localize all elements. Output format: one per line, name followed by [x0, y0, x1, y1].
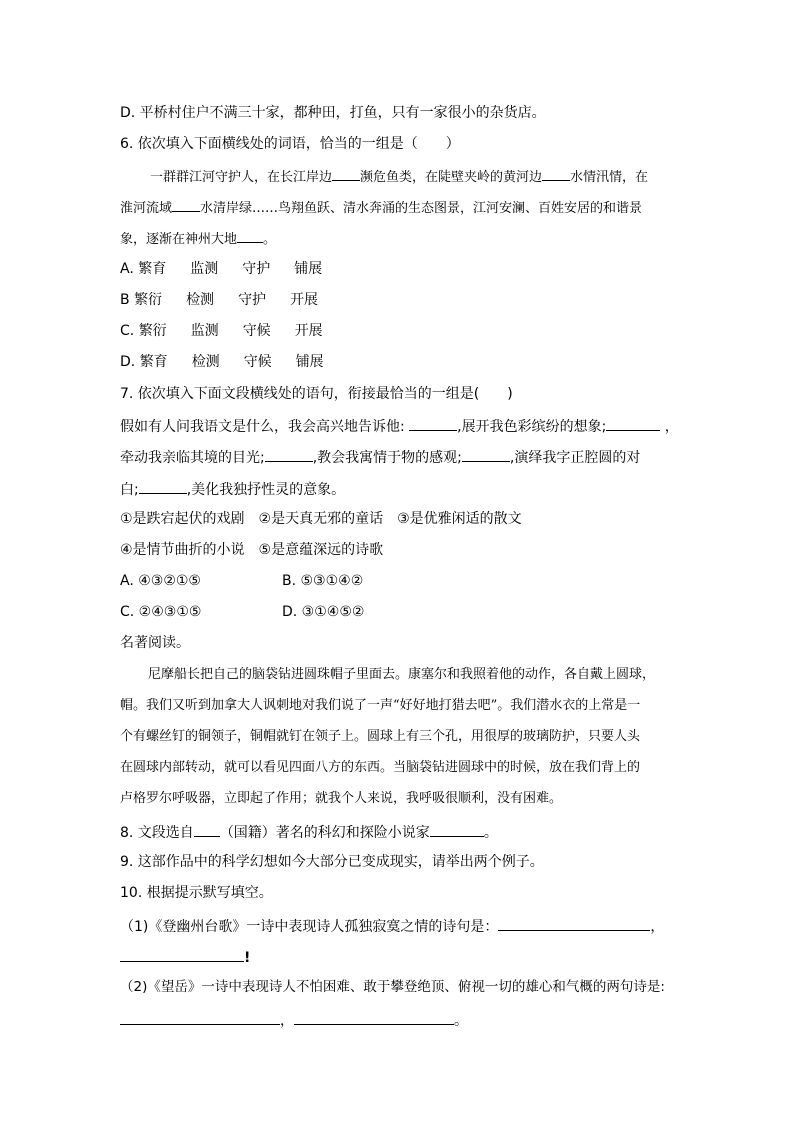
q6-passage-line-3 — [120, 228, 276, 249]
blank — [542, 166, 570, 181]
option-word: 守护 — [238, 292, 267, 308]
blank — [332, 166, 360, 181]
q7-passage-text: 假如有人问我语文是什么，我会高兴地告诉他: — [120, 419, 410, 435]
option-word: 守候 — [242, 323, 271, 339]
blank — [172, 197, 200, 212]
q6-passage-text: 。 — [263, 232, 277, 247]
reading-passage-line: 尼摩船长把自己的脑袋钻进圆珠帽子里面去。康塞尔和我照着他的动作，各自戴上圆球， — [148, 667, 656, 682]
q6-stem: 6. 依次填入下面横线处的词语，恰当的一组是（ ） — [120, 136, 460, 152]
q7-items-1: ①是跌宕起伏的戏剧 ②是天真无邪的童话 ③是优雅闲适的散文 — [120, 511, 522, 527]
blank — [194, 822, 220, 837]
q6-passage-line-2 — [120, 197, 642, 218]
q10-sub-2-line-2 — [120, 1010, 468, 1030]
q7-passage-text: ,教会我寓情于物的感观; — [312, 450, 462, 466]
q10-sub-1-text: ! — [244, 950, 251, 966]
option-word: 监测 — [190, 323, 219, 339]
reading-passage-line: 个有螺丝钉的铜领子，铜帽就钉在领子上。圆球上有三个孔，用很厚的玻璃防护，只要人头 — [120, 729, 641, 744]
option-word: 繁育 — [138, 261, 167, 277]
q7-option-d: D. ③①④⑤② — [282, 604, 365, 620]
option-label: C. — [120, 323, 135, 339]
q7-passage-text: ,美化我独抒性灵的意象。 — [186, 482, 346, 498]
option-word: 开展 — [294, 323, 323, 339]
option-label: A. — [120, 261, 134, 277]
blank — [237, 228, 263, 243]
q9-stem: 9. 这部作品中的科学幻想如今大部分已变成现实，请举出两个例子。 — [120, 854, 544, 870]
q6-option-b — [120, 291, 318, 309]
blank — [409, 416, 457, 431]
blank — [294, 1010, 454, 1025]
blank — [498, 916, 650, 931]
q8-text: （国籍）著名的科幻和探险小说家 — [219, 825, 430, 841]
option-word: 繁衍 — [134, 292, 163, 308]
option-word: 铺展 — [294, 261, 323, 277]
q10-stem: 10. 根据提示默写填空。 — [120, 885, 273, 901]
q7-passage-line-2 — [120, 447, 640, 467]
reading-passage-line: 在圆球内部转动，就可以看见四面八方的东西。当脑袋钻进圆球中的时候，放在我们背上的 — [120, 760, 641, 775]
blank — [120, 947, 244, 962]
option-word: 铺展 — [295, 354, 324, 370]
reading-passage-line: 卢格罗尔呼吸器，立即起了作用；就我个人来说，我呼吸很顺利，没有困难。 — [120, 791, 563, 806]
option-label: D. — [120, 354, 136, 370]
q10-sub-2-line-1: （2)《望岳》一诗中表现诗人不怕困难、敢于攀登绝顶、俯视一切的雄心和气概的两句诗是: — [120, 979, 665, 995]
q10-sub-1-line-2 — [120, 947, 250, 967]
q7-passage-line-3 — [120, 479, 345, 499]
blank — [462, 447, 510, 462]
q7-options-row-2 — [120, 603, 365, 621]
q10-sub-1-line-1 — [120, 916, 664, 936]
blank — [265, 447, 313, 462]
option-word: 检测 — [186, 292, 215, 308]
option-word: 开展 — [290, 292, 319, 308]
q8-line — [120, 822, 498, 842]
option-word: 检测 — [191, 354, 220, 370]
option-word: 守护 — [242, 261, 271, 277]
q6-option-d — [120, 353, 324, 371]
q10-sub-2-text: 。 — [454, 1013, 468, 1029]
q7-option-c: C. ②④③①⑤ — [120, 604, 202, 620]
option-word: 监测 — [190, 261, 219, 277]
q8-text: 8. 文段选自 — [120, 825, 194, 841]
q7-options-row-1 — [120, 572, 364, 590]
q7-passage-text: 牵动我亲临其境的目光; — [120, 450, 265, 466]
q6-option-c — [120, 322, 323, 340]
q6-passage-text: 濒危鱼类，在陡壁夹岭的黄河边 — [360, 170, 543, 185]
blank — [606, 416, 660, 431]
q10-sub-1-text: ， — [650, 919, 665, 935]
reading-passage-line: 帽。我们又听到加拿大人讽刺地对我们说了一声“好好地打猎去吧”。我们潜水衣的上常是一 — [120, 698, 641, 713]
q10-sub-2-text: ， — [280, 1013, 294, 1029]
reading-heading: 名著阅读。 — [120, 635, 190, 651]
q6-passage-text: 象，逐渐在神州大地 — [120, 232, 238, 247]
q6-passage-text: 水清岸绿……鸟翔鱼跃、清水奔涌的生态图景，江河安澜、百姓安居的和谐景 — [200, 201, 643, 216]
q6-passage-text: 一群群江河守护人，在长江岸边 — [150, 170, 333, 185]
q7-passage-line-1 — [120, 416, 679, 436]
q6-passage-text: 水情汛情，在 — [570, 170, 649, 185]
q8-text: 。 — [483, 825, 498, 841]
q6-passage-line-1 — [150, 166, 648, 187]
q10-sub-1-text: （1)《登幽州台歌》一诗中表现诗人孤独寂寞之情的诗句是： — [120, 919, 499, 935]
option-word: 繁衍 — [138, 323, 167, 339]
q7-option-a: A. ④③②①⑤ — [120, 573, 201, 589]
option-word: 繁育 — [139, 354, 168, 370]
blank — [120, 1010, 280, 1025]
q7-passage-text: 白; — [120, 482, 139, 498]
q7-stem: 7. 依次填入下面文段横线处的语句，衔接最恰当的一组是( ) — [120, 386, 513, 402]
option-word: 守候 — [243, 354, 272, 370]
option-label: B — [120, 292, 130, 308]
q6-passage-text: 淮河流域 — [120, 201, 173, 216]
q7-passage-text: ， — [660, 419, 679, 435]
q6-option-a — [120, 260, 322, 278]
q5-option-d: D. 平桥村住户不满三十家，都种田，打鱼，只有一家很小的杂货店。 — [120, 105, 546, 121]
blank — [139, 479, 187, 494]
q7-option-b: B. ⑤③①④② — [282, 573, 364, 589]
blank — [430, 822, 484, 837]
q7-passage-text: ,展开我色彩缤纷的想象; — [457, 419, 607, 435]
q7-items-2: ④是情节曲折的小说 ⑤是意蕴深远的诗歌 — [120, 542, 384, 558]
q7-passage-text: ,演绎我字正腔圆的对 — [509, 450, 641, 466]
